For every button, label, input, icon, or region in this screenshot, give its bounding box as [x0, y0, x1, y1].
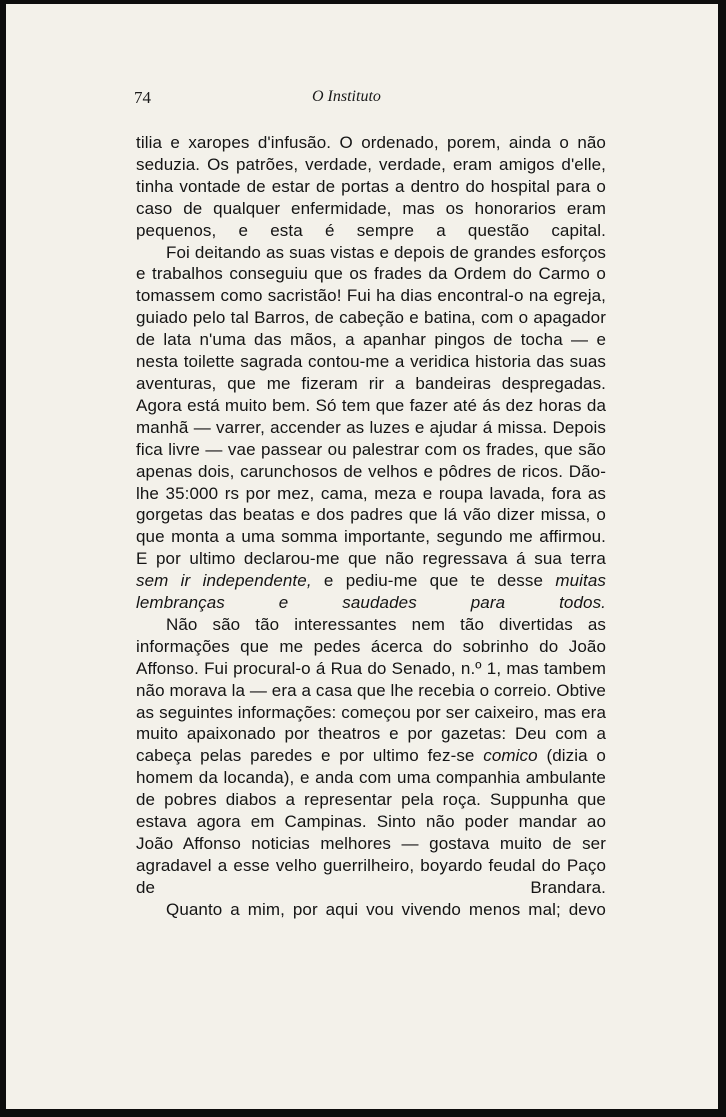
paragraph-4-text: Quanto a mim, por aqui vou vivendo menos mal; devo — [166, 899, 606, 919]
paragraph-2-text-a: Foi deitando as suas vistas e depois de grandes esforços e trabalhos conseguiu que os frades da Ordem do Carmo o tomassem como sacristão! Fui ha dias encontral-o na egreja, guiado pelo tal Barros, de cabeção e batina, com o apagador de lata n'uma das mãos, a apanhar pingos de tocha — e nesta toilette sagrada contou-me a veridica historia das suas aventuras, que me fizeram rir a bandeiras despregadas. Agora está muito bem. Só tem que fazer até ás dez horas da manhã — varrer, accender as luzes e ajudar á missa. Depois fica livre — vae passear ou palestrar com os frades, que são apenas dois, carunchosos de velhos e pôdres de ricos. Dão-lhe 35:000 rs por mez, cama, meza e roupa lavada, fora as gorgetas das beatas e dos padres que lá vão dizer missa, o que monta a uma somma importante, segundo me affirmou. E por ultimo declarou-me que não regressava á sua terra — [136, 242, 606, 569]
paragraph-2 — [136, 242, 606, 614]
paragraph-4 — [136, 899, 606, 921]
paragraph-3-text-b: (dizia o homem da locanda), e anda com uma companhia ambulante de pobres diabos a representar pela roça. Suppunha que estava agora em Campinas. Sinto não poder mandar ao João Affonso noticias melhores — gostava muito de ser agradavel a esse velho guerrilheiro, boyardo feudal do Paço de Brandara. — [136, 746, 606, 897]
paragraph-2-italic-a: sem ir independente, — [136, 571, 312, 591]
paragraph-3-text-a: Não são tão interessantes nem tão divertidas as informações que me pedes ácerca do sobrinho do João Affonso. Fui procural-o á Rua do Senado, n.º 1, mas tambem não morava la — era a casa que lhe recebia o correio. Obtive as seguintes informações: começou por ser caixeiro, mas era muito apaixonado por theatros e por gazetas: Deu com a cabeça pelas paredes e por ultimo fez-se — [136, 614, 606, 766]
paragraph-2-text-b: e pediu-me que te desse — [311, 571, 556, 591]
paragraph-2-italic-b: muitas lembranças e saudades para todos. — [136, 571, 606, 613]
paragraph-1-text: tilia e xaropes d'infusão. O ordenado, porem, ainda o não seduzia. Os patrões, verdade, verdade, eram amigos d'elle, tinha vontade de estar de portas a dentro do hospital para o caso de qualquer enfermidade, mas os honorarios eram pequenos, e esta é sempre a questão capital. — [136, 133, 606, 240]
paragraph-3 — [136, 614, 606, 899]
paragraph-1 — [136, 132, 606, 242]
page-number: 74 — [134, 88, 151, 107]
page-header — [6, 88, 718, 114]
book-page — [6, 4, 718, 1109]
body-text — [136, 132, 606, 921]
paragraph-3-italic: comico — [483, 746, 538, 766]
running-title: O Instituto — [312, 88, 381, 105]
